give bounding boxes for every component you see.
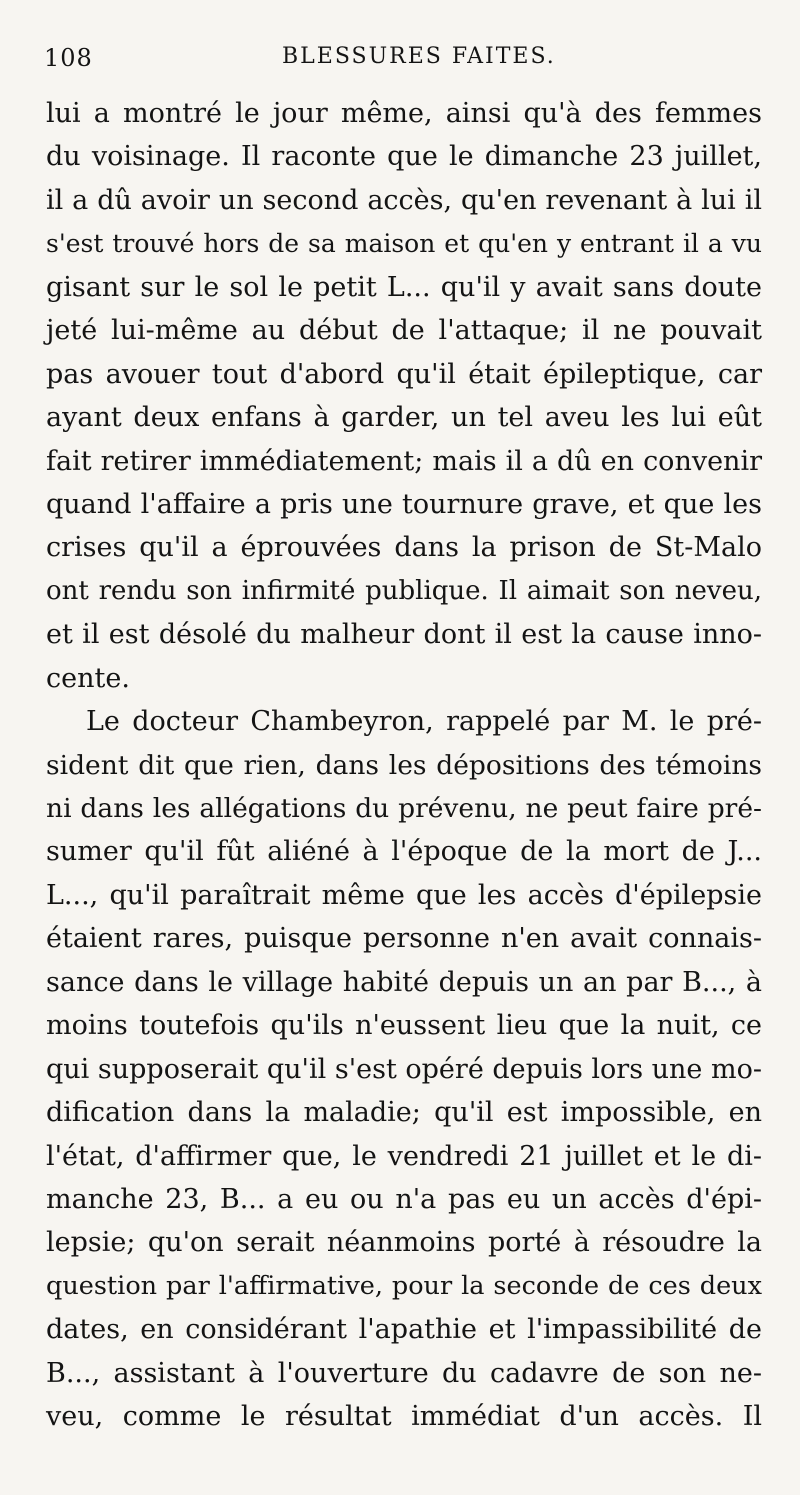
text-line: sance dans le village habité depuis un an par B..., à [46,966,762,998]
text-line: jeté lui-même au début de l'attaque; il ne pouvait [46,315,762,347]
text-line: l'état, d'affirmer que, le vendredi 21 juillet et le di- [46,1140,762,1172]
text-line: quand l'affaire a pris une tournure grave, et que les [46,488,762,520]
text-line: sident dit que rien, dans les dépositions des témoins [46,749,762,781]
text-line: ont rendu son infirmité publique. Il aimait son neveu, [46,575,762,606]
paragraph-start-line: Le docteur Chambeyron, rappelé par M. le pré- [86,706,762,738]
text-line: lui a montré le jour même, ainsi qu'à des femmes [46,98,762,129]
body-text [46,92,762,1439]
page-header [44,44,752,80]
text-line: il a dû avoir un second accès, qu'en revenant à lui il [46,184,762,216]
text-line: ni dans les allégations du prévenu, ne peut faire pré- [46,793,762,824]
text-line: fait retirer immédiatement; mais il a dû en convenir [46,445,762,477]
running-head: BLESSURES FAITES. [282,44,556,69]
text-line: s'est trouvé hors de sa maison et qu'en y entrant il a vu [46,229,762,259]
text-line: pas avouer tout d'abord qu'il était épileptique, car [46,358,762,390]
text-line: moins toutefois qu'ils n'eussent lieu que la nuit, ce [46,1010,762,1042]
text-line: sumer qu'il fût aliéné à l'époque de la mort de J... [46,836,762,868]
text-line: crises qu'il a éprouvées dans la prison de St-Malo [46,532,762,564]
text-line: manche 23, B... a eu ou n'a pas eu un accès d'épi- [46,1183,762,1215]
text-line: étaient rares, puisque personne n'en avait connais- [46,923,762,955]
text-line: B..., assistant à l'ouverture du cadavre de son ne- [46,1357,762,1389]
text-line: ayant deux enfans à garder, un tel aveu les lui eût [46,402,762,434]
page-number: 108 [44,44,93,72]
text-line: gisant sur le sol le petit L... qu'il y avait sans doute [46,271,762,303]
text-line: lepsie; qu'on serait néanmoins porté à résoudre la [46,1227,762,1259]
text-line: veu, comme le résultat immédiat d'un accès. Il [46,1401,762,1433]
text-line: L..., qu'il paraîtrait même que les accès d'épilepsie [46,879,762,911]
text-line: et il est désolé du malheur dont il est la cause inno- [46,619,762,651]
text-line: dates, en considérant l'apathie et l'impassibilité de [46,1314,762,1346]
text-line: dification dans la maladie; qu'il est impossible, en [46,1097,762,1129]
paragraph-end-line: cente. [46,662,130,694]
text-line: question par l'affirmative, pour la seconde de ces deux [46,1270,762,1301]
text-line: du voisinage. Il raconte que le dimanche 23 juillet, [46,141,762,173]
text-line: qui supposerait qu'il s'est opéré depuis lors une mo- [46,1053,762,1085]
